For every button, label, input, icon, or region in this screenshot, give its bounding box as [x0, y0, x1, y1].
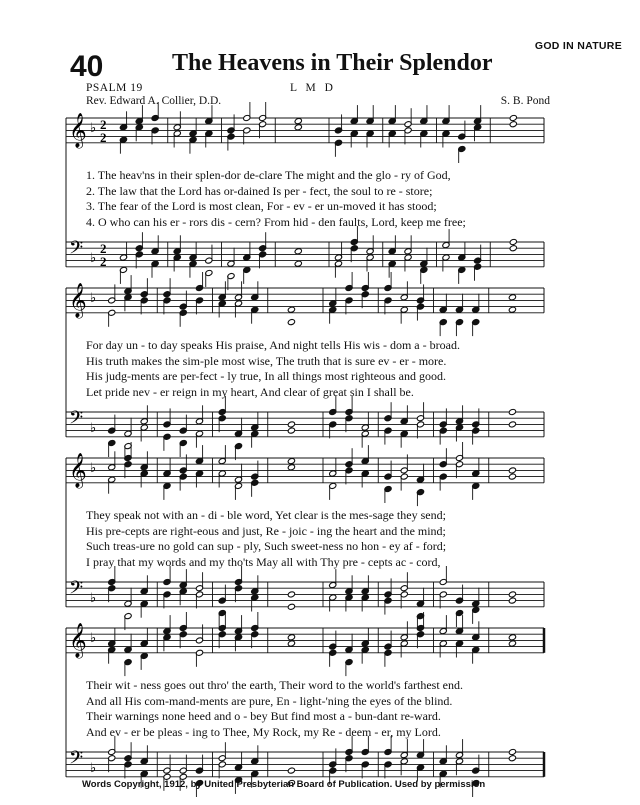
section-heading: GOD IN NATURE	[534, 40, 622, 52]
flat-icon: ♭	[90, 591, 97, 606]
flat-icon: ♭	[90, 631, 97, 646]
note-head	[509, 121, 517, 128]
composer-credit: S. B. Pond	[500, 95, 550, 107]
note-head	[287, 634, 295, 641]
note-head	[508, 306, 516, 313]
lyric-line: They speak not with an - di - ble word, Yet clear is the mes-sage they send;	[86, 508, 446, 522]
lyric-line: Their warnings none heed and o - bey But find most a - bun-dant re-ward.	[86, 709, 441, 723]
time-signature: 2	[100, 130, 107, 145]
flat-icon: ♭	[90, 421, 97, 436]
lyric-line: 3. The fear of the Lord is most clean, For - ev - er un-moved it has stood;	[86, 199, 437, 213]
bass-clef-icon: 𝄢	[69, 408, 84, 433]
note-head	[287, 319, 295, 326]
hymn-number: 40	[70, 50, 104, 83]
note-head	[287, 464, 295, 471]
note-head	[508, 467, 516, 474]
note-head	[509, 245, 517, 252]
flat-icon: ♭	[90, 121, 97, 136]
time-signature: 2	[100, 254, 107, 269]
note-head	[508, 421, 516, 428]
treble-clef-icon: 𝄞	[69, 283, 87, 318]
lyric-line: Their wit - ness goes out thro' the earth, Their word to the world's farthest end.	[86, 678, 464, 692]
note-head	[287, 603, 295, 610]
note-head	[508, 408, 516, 415]
note-head	[287, 306, 295, 313]
flat-icon: ♭	[90, 251, 97, 266]
flat-icon: ♭	[90, 291, 97, 306]
note-head	[508, 755, 516, 762]
lyric-line: His judg-ments are per-fect - ly true, In all things most righteous and good.	[86, 369, 447, 383]
lyric-line: His pre-cepts are right-eous and just, Re - joic - ing the heart and the mind;	[86, 523, 446, 538]
lyric-line: For day un - to day speaks His praise, And night tells His wis - dom a - broad.	[86, 338, 460, 352]
note-head	[508, 473, 516, 480]
note-head	[287, 458, 295, 465]
time-signature: 2	[100, 117, 107, 132]
note-head	[508, 748, 516, 755]
note-head	[508, 294, 516, 301]
lyric-line: Let pride nev - er reign in my heart, And clear of great sin I shall be.	[86, 384, 414, 399]
lyric-line: I pray that my words and my tho'ts May all with Thy pre - cepts ac - cord,	[86, 554, 441, 569]
note-head	[508, 640, 516, 647]
note-head	[287, 591, 295, 598]
note-head	[509, 114, 517, 121]
treble-clef-icon: 𝄞	[69, 623, 87, 658]
note-head	[294, 118, 302, 125]
flat-icon: ♭	[90, 461, 97, 476]
lyric-line: 1. The heav'ns in their splen-dor de-clare The might and the glo - ry of God,	[86, 168, 451, 182]
note-head	[508, 597, 516, 604]
lyric-line: 2. The law that the Lord has or-dained Is per - fect, the soul to re - store;	[86, 183, 433, 198]
lyric-line: And all His com-mand-ments are pure, En - light-'ning the eyes of the blind.	[86, 693, 453, 708]
note-head	[294, 248, 302, 255]
lyric-line: His truth makes the sim-ple most wise, The truth that is sure ev - er - more.	[86, 353, 447, 368]
bass-clef-icon: 𝄢	[69, 748, 84, 773]
lyric-line: Such treas-ure no gold can sup - ply, Such sweet-ness no hon - ey af - ford;	[86, 539, 447, 553]
hymn-title: The Heavens in Their Splendor	[172, 50, 493, 76]
bass-clef-icon: 𝄢	[69, 238, 84, 263]
note-head	[294, 124, 302, 131]
note-head	[294, 260, 302, 267]
lyricist-credit: Rev. Edward A. Collier, D.D.	[86, 95, 222, 107]
time-signature: 2	[100, 241, 107, 256]
copyright-footer: Words Copyright, 1912, by United Presbyterian Board of Publication. Used by permission	[82, 779, 486, 790]
note-head	[287, 767, 295, 774]
treble-clef-icon: 𝄞	[69, 113, 87, 148]
note-head	[508, 634, 516, 641]
lyric-line: And ev - er be pleas - ing to Thee, My Rock, my Re - deem - er, my Lord.	[86, 724, 441, 739]
note-head	[287, 421, 295, 428]
flat-icon: ♭	[90, 761, 97, 776]
treble-clef-icon: 𝄞	[69, 453, 87, 488]
bass-clef-icon: 𝄢	[69, 578, 84, 603]
note-head	[287, 427, 295, 434]
meter-label: L M D	[290, 82, 336, 94]
psalm-reference: PSALM 19	[86, 82, 143, 94]
lyric-line: 4. O who can his er - rors dis - cern? From hid - den faults, Lord, keep me free;	[86, 214, 466, 229]
note-head	[508, 591, 516, 598]
note-head	[509, 238, 517, 245]
note-head	[287, 640, 295, 647]
